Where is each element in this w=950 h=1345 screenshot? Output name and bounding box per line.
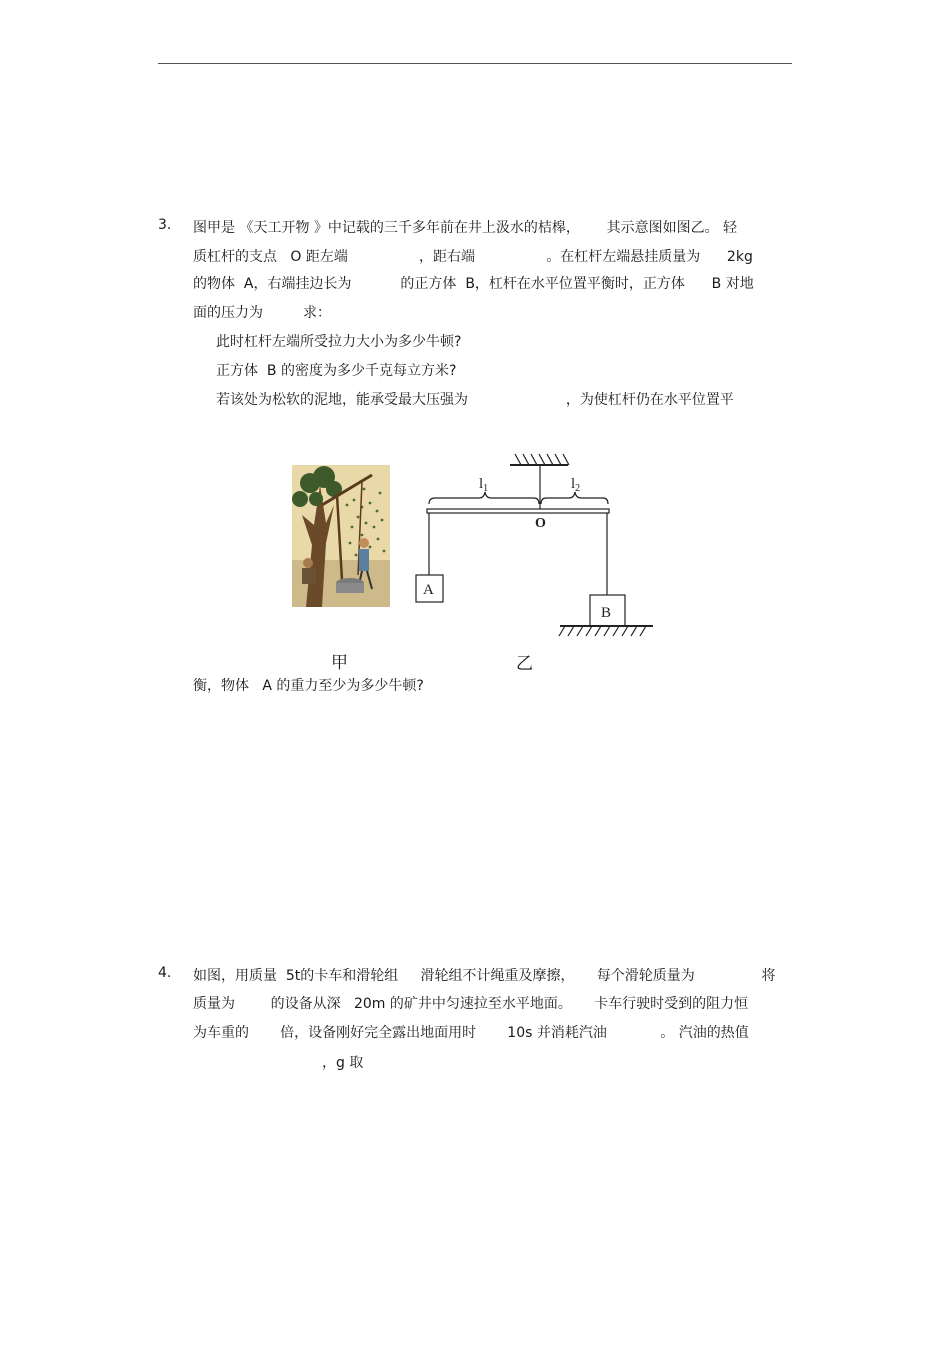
- caption-yi: 乙: [516, 654, 533, 674]
- well-sweep-illustration: [292, 465, 390, 607]
- caption-jia: 甲: [331, 653, 348, 673]
- header-rule: [158, 63, 792, 64]
- ground-hatch: [559, 626, 646, 636]
- ceiling-hatch: [515, 454, 569, 465]
- q3-line-2: 质杠杆的支点 O 距左端 ，距右端 。在杠杆左端悬挂质量为 2kg: [193, 249, 753, 265]
- q3-line-1: 图甲是 《天工开物 》中记载的三千多年前在井上汲水的桔槔， 其示意图如图乙。 轻: [193, 220, 738, 236]
- q3-line-3: 的物体 A，右端挂边长为 的正方体 B，杠杆在水平位置平衡时，正方体 B 对地: [193, 276, 754, 292]
- label-l2: $l_2$: [571, 476, 581, 494]
- q3-subquestion-1: 此时杠杆左端所受拉力大小为多少牛顿?: [216, 334, 462, 350]
- label-l1: $l_1$: [479, 476, 489, 494]
- q3-line-4: 面的压力为 求：: [193, 305, 332, 321]
- q4-line-2: 质量为 的设备从深 20m 的矿井中匀速拉至水平地面。 卡车行驶时受到的阻力恒: [193, 996, 749, 1012]
- lever-diagram: [405, 450, 665, 645]
- question-4-number: 4.: [158, 965, 172, 981]
- q4-line-3: 为车重的 倍，设备刚好完全露出地面用时 10s 并消耗汽油 。 汽油的热值: [193, 1025, 749, 1041]
- q4-line-1: 如图，用质量 5t的卡车和滑轮组 滑轮组不计绳重及摩擦， 每个滑轮质量为 将: [193, 968, 776, 984]
- question-3-number: 3.: [158, 217, 172, 233]
- q3-subquestion-3: 若该处为松软的泥地，能承受最大压强为 ，为使杠杆仍在水平位置平: [216, 392, 734, 408]
- q3-subquestion-2: 正方体 B 的密度为多少千克每立方米?: [216, 363, 457, 379]
- label-a: A: [423, 582, 434, 598]
- label-b: B: [601, 605, 612, 621]
- lever-bar: [427, 509, 609, 513]
- q4-line-4: ，g 取: [193, 1055, 364, 1071]
- label-o: O: [535, 516, 546, 531]
- q3-continuation: 衡，物体 A 的重力至少为多少牛顿?: [193, 678, 424, 694]
